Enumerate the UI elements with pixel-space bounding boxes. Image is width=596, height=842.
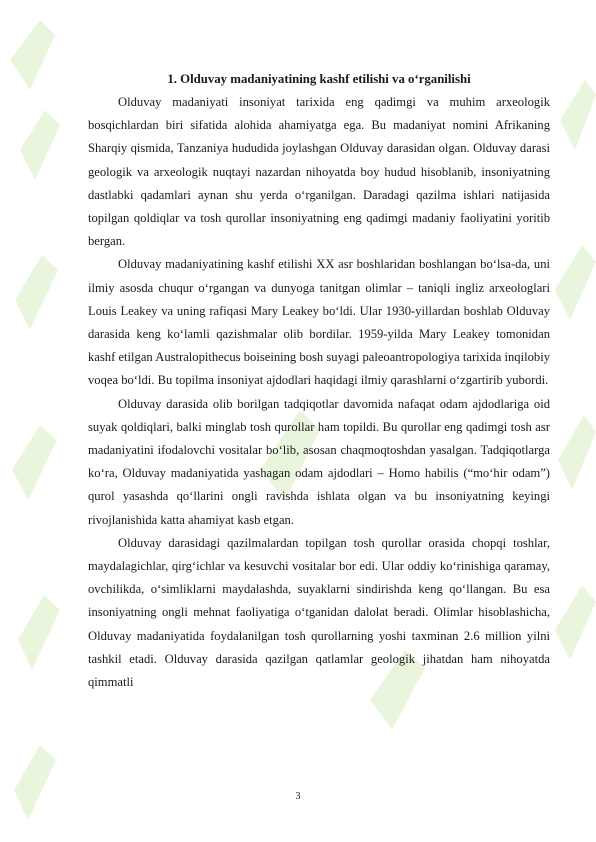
- paragraph: Olduvay madaniyati insoniyat tarixida eng qadimgi va muhim arxeologik bosqichlardan biri sifatida alohida ahamiyatga ega. Bu madaniyat nomini Afrikaning Sharqiy qismida, Tanzaniya hududida joylashgan Olduvay darasidan olgan. Olduvay darasi geologik va arxeologik nuqtayi nazardan nihoyatda boy hudud hisoblanib, insoniyatning dastlabki qadamlari aynan shu yerda o‘rganilgan. Daradagi qazilma ishlari natijasida topilgan qoldiqlar va tosh qurollar insoniyatning eng qadimgi madaniy faoliyatini yoritib bergan.: [88, 95, 550, 249]
- section-heading: 1. Olduvay madaniyatining kashf etilishi va o‘rganilishi: [167, 72, 471, 86]
- page-number: 3: [295, 791, 301, 802]
- paragraph: Olduvay darasidagi qazilmalardan topilgan tosh qurollar orasida chopqi toshlar, maydalagichlar, qirg‘ichlar va kesuvchi vositalar bor edi. Ular oddiy ko‘rinishiga qaramay, ovchilikda, o‘simliklarni maydalashda, suyaklarni sindirishda keng qo‘llangan. Bu esa insoniyatning ongli mehnat faoliyatiga o‘tganidan dalolat beradi. Olimlar hisoblashicha, Olduvay madaniyatida foydalanilgan tosh qurollarning yoshi taxminan 2.6 million yilni tashkil etadi. Olduvay darasida qazilgan qatlamlar geologik jihatdan ham nihoyatda qimmatli: [88, 535, 550, 690]
- document-body: [88, 68, 550, 694]
- paragraph: Olduvay madaniyatining kashf etilishi XX asr boshlaridan boshlangan bo‘lsa-da, uni ilmiy asosda chuqur o‘rgangan va dunyoga tanitgan olimlar – taniqli ingliz arxeologlari Louis Leakey va uning rafiqasi Mary Leakey bo‘ldi. Ular 1930-yillardan boshlab Olduvay darasida keng ko‘lamli qazishmalar olib bordilar. 1959-yilda Mary Leakey tomonidan kashf etilgan Australopithecus boiseining bosh suyagi paleoantropologiya tarixida inqilobiy voqea bo‘ldi. Bu topilma insoniyat ajdodlari haqidagi ilmiy qarashlarni o‘zgartirib yubordi.: [88, 257, 550, 388]
- paragraph: Olduvay darasida olib borilgan tadqiqotlar davomida nafaqat odam ajdodlariga oid suyak qoldiqlari, balki minglab tosh qurollar ham topildi. Bu qurollar eng qadimgi tosh asr madaniyatini ifodalovchi vositalar bo‘lib, asosan chaqmoqtoshdan yasalgan. Tadqiqotlarga ko‘ra, Olduvay madaniyatida yashagan odam ajdodlari – Homo habilis (“mo‘hir odam”) qurol yasashda qo‘llarini ongli ravishda ishlata olgan va bu insoniyatning keyingi rivojlanishida katta ahamiyat kasb etgan.: [88, 396, 550, 527]
